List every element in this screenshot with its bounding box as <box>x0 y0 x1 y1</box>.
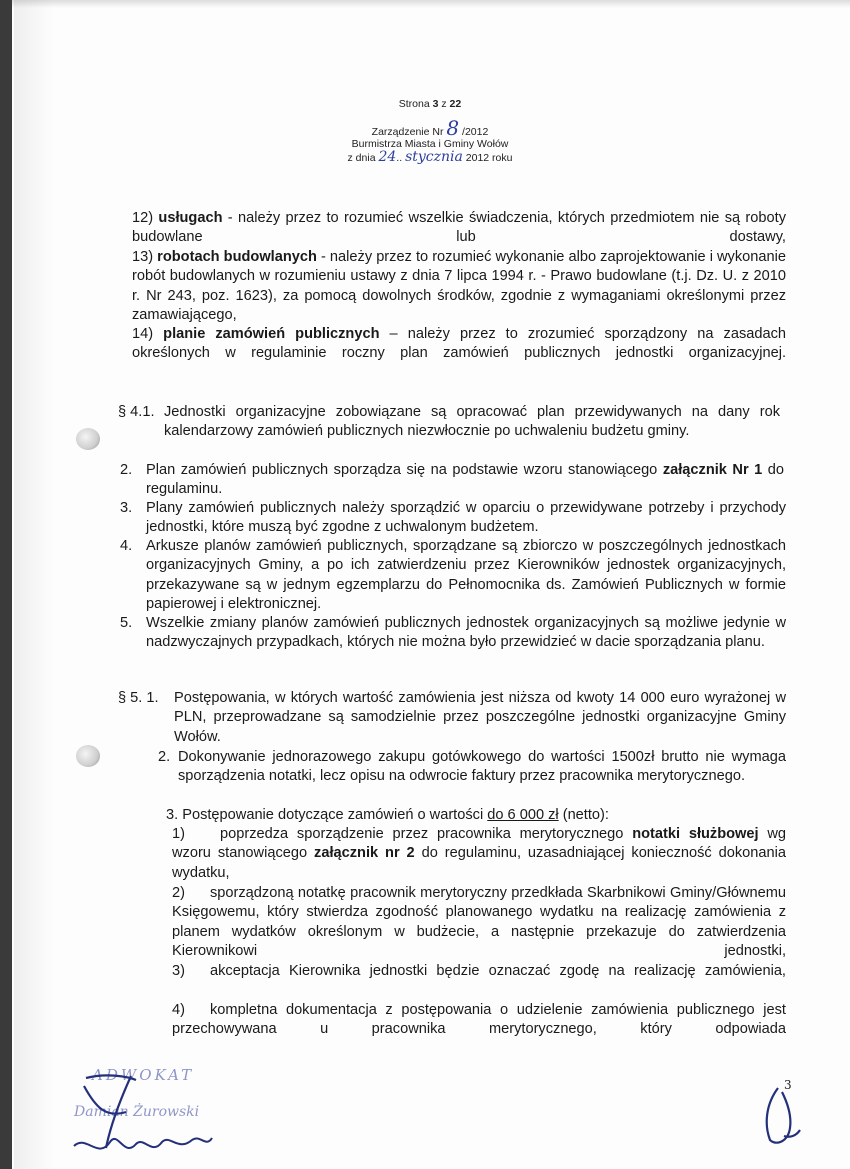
section-4-4-text: Arkusze planów zamówień publicznych, sporządzane są zbiorczo w poszczególnych jednostkach organizacyjnych Gminy, a po ich zatwierdzeniu przez Kierowników jednostek organizacyjnych, przekazywane są w jednym egzemplarzu do Pełnomocnika ds. Zamówień Publicznych w formie papierowej i elektronicznej. <box>146 538 786 613</box>
definition-text: - należy przez to rozumieć wykonanie albo zaprojektowanie i wykonanie robót budowlanych w rozumieniu ustawy z dnia 7 lipca 1994 r. - Prawo budowlane (t.j. Dz. U. z 2010 r. Nr 243, poz. 1623), za pomocą dowolnych środków, zgodnie z wymaganiami określonymi przez zamawiającego, <box>132 249 786 324</box>
section-4-2-number: 2. <box>120 462 133 478</box>
definition-number: 13) <box>132 249 154 265</box>
page-counter-sep: z <box>441 98 447 110</box>
item-number: 1) <box>172 826 185 842</box>
value-threshold: do 6 000 zł <box>487 807 559 823</box>
section-5-2-number: 2. <box>158 749 171 765</box>
section-5-1-text: Postępowania, w których wartość zamówienia jest niższa od kwoty 14 000 euro wyrażonej w PLN, przeprowadzane są samodzielnie przez poszczególne jednostki organizacyjne Gminy Wołów. <box>174 690 786 745</box>
order-number-line <box>330 116 530 140</box>
date-month-handwritten: stycznia <box>405 149 463 165</box>
definition-number: 14) <box>132 326 154 342</box>
order-suffix: /2012 <box>462 126 489 138</box>
order-number-handwritten: 8 <box>446 116 460 140</box>
definition-term: usługach <box>158 210 223 226</box>
signature-mark <box>66 1068 216 1160</box>
section-4-5-text: Wszelkie zmiany planów zamówień publicznych jednostek organizacyjnych są możliwe jedynie w nadzwyczajnych przypadkach, których nie można było przewidzieć w dacie sporządzania planu. <box>146 615 786 651</box>
date-prefix: z dnia <box>347 152 376 164</box>
page-counter <box>330 98 530 111</box>
punch-hole-bottom <box>76 745 100 767</box>
definition-13 <box>132 248 786 326</box>
stamp-title: ADWOKAT <box>92 1066 195 1084</box>
section-5-1 <box>118 689 786 747</box>
section-4-label: § 4.1. <box>118 404 155 420</box>
order-prefix: Zarządzenie Nr <box>371 126 444 138</box>
scan-edge <box>0 0 12 1169</box>
date-suffix: 2012 roku <box>465 152 513 164</box>
scan-top-edge <box>12 0 850 8</box>
scan-shadow <box>14 0 54 1169</box>
section-4-3-text: Plany zamówień publicznych należy sporządzić w oparciu o przewidywane potrzeby i przychody jednostki, które muszą być zgodne z uchwalonym budżetem. <box>146 500 786 536</box>
date-day-handwritten: 24 <box>378 149 397 165</box>
definition-term: robotach budowlanych <box>157 249 317 265</box>
definition-text: – należy przez to zrozumieć sporządzony na zasadach określonych w regulaminie roczny plan zamówień publicznych jednostki organizacyjnej. <box>132 326 786 362</box>
memo-term: notatki służbowej <box>632 826 759 842</box>
section-4-3-number: 3. <box>120 500 133 516</box>
section-4-2-text: Plan zamówień publicznych sporządza się na podstawie wzoru stanowiącego załącznik Nr 1 do regulaminu. <box>146 462 785 498</box>
definition-number: 12) <box>132 210 154 226</box>
issuer-line: Burmistrza Miasta i Gminy Wołów <box>351 138 509 150</box>
initials-signature <box>758 1084 804 1146</box>
section-4-1 <box>118 403 780 442</box>
page-counter-total: 22 <box>449 98 462 110</box>
section-5-label: § 5. 1. <box>118 690 159 706</box>
section-4-4 <box>120 537 786 615</box>
section-5-2 <box>158 748 786 787</box>
section-5-2-text: Dokonywanie jednorazowego zakupu gotówkowego do wartości 1500zł brutto nie wymaga sporządzenia notatki, lecz opisu na odwrocie faktury przez pracownika merytorycznego. <box>178 749 786 785</box>
section-4-5 <box>120 614 786 653</box>
page-counter-prefix: Strona <box>398 98 430 110</box>
punch-hole-top <box>76 428 100 450</box>
definition-12 <box>132 209 786 248</box>
item-number: 2) <box>172 885 185 901</box>
section-5-3-suffix: (netto): <box>558 807 609 823</box>
page-counter-current: 3 <box>432 98 439 110</box>
definition-term: planie zamówień publicznych <box>163 326 380 342</box>
attachment-1-reference: załącznik Nr 1 <box>662 462 763 478</box>
section-4-5-number: 5. <box>120 615 133 631</box>
section-4-4-number: 4. <box>120 538 133 554</box>
section-5-3-item-3 <box>172 962 786 981</box>
stamp-name: Damian Żurowski <box>74 1104 200 1120</box>
section-5-3-item-4 <box>172 1001 786 1040</box>
item-text: akceptacja Kierownika jednostki będzie oznaczać zgodę na realizację zamówienia, <box>210 963 786 979</box>
section-5-3-number: 3. <box>166 807 179 823</box>
section-4-3 <box>120 499 786 538</box>
date-line: z dnia 24.. stycznia 2012 roku <box>347 149 513 165</box>
section-5-3-item-1: 1) poprzedza sporządzenie przez pracownika merytorycznego notatki służbowej wg wzoru stanowiącego załącznik nr 2 do regulaminu, uzasadniającej konieczność dokonania wydatku, <box>172 826 787 881</box>
attachment-2-reference: załącznik nr 2 <box>314 845 415 862</box>
definition-text: - należy przez to rozumieć wszelkie świadczenia, których przedmiotem nie są roboty budowlane lub dostawy, <box>132 210 786 246</box>
section-4-1-text: Jednostki organizacyjne zobowiązane są opracować plan przewidywanych na dany rok kalendarzowy zamówień publicznych niezwłocznie po uchwaleniu budżetu gminy. <box>164 404 780 440</box>
item-text: sporządzoną notatkę pracownik merytoryczny przedkłada Skarbnikowi Gminy/Głównemu Księgowemu, który stwierdza zgodność planowanego wydatku na realizację zamówienia z planem wydatków określonym w budżecie, a następnie przekazuje do zatwierdzenia Kierownikowi jednostki, <box>172 885 786 960</box>
item-number: 4) <box>172 1002 185 1018</box>
item-text: kompletna dokumentacja z postępowania o udzielenie zamówienia publicznego jest przechowywana u pracownika merytorycznego, który odpowiada <box>172 1002 786 1038</box>
page-number: 3 <box>784 1078 792 1092</box>
section-5-3-text: Postępowanie dotyczące zamówień o wartości <box>182 807 488 823</box>
section-4-2 <box>120 461 784 500</box>
definition-14 <box>132 325 786 364</box>
section-5-3 <box>166 806 786 825</box>
item-number: 3) <box>172 963 185 979</box>
section-5-3-item-2 <box>172 884 786 962</box>
